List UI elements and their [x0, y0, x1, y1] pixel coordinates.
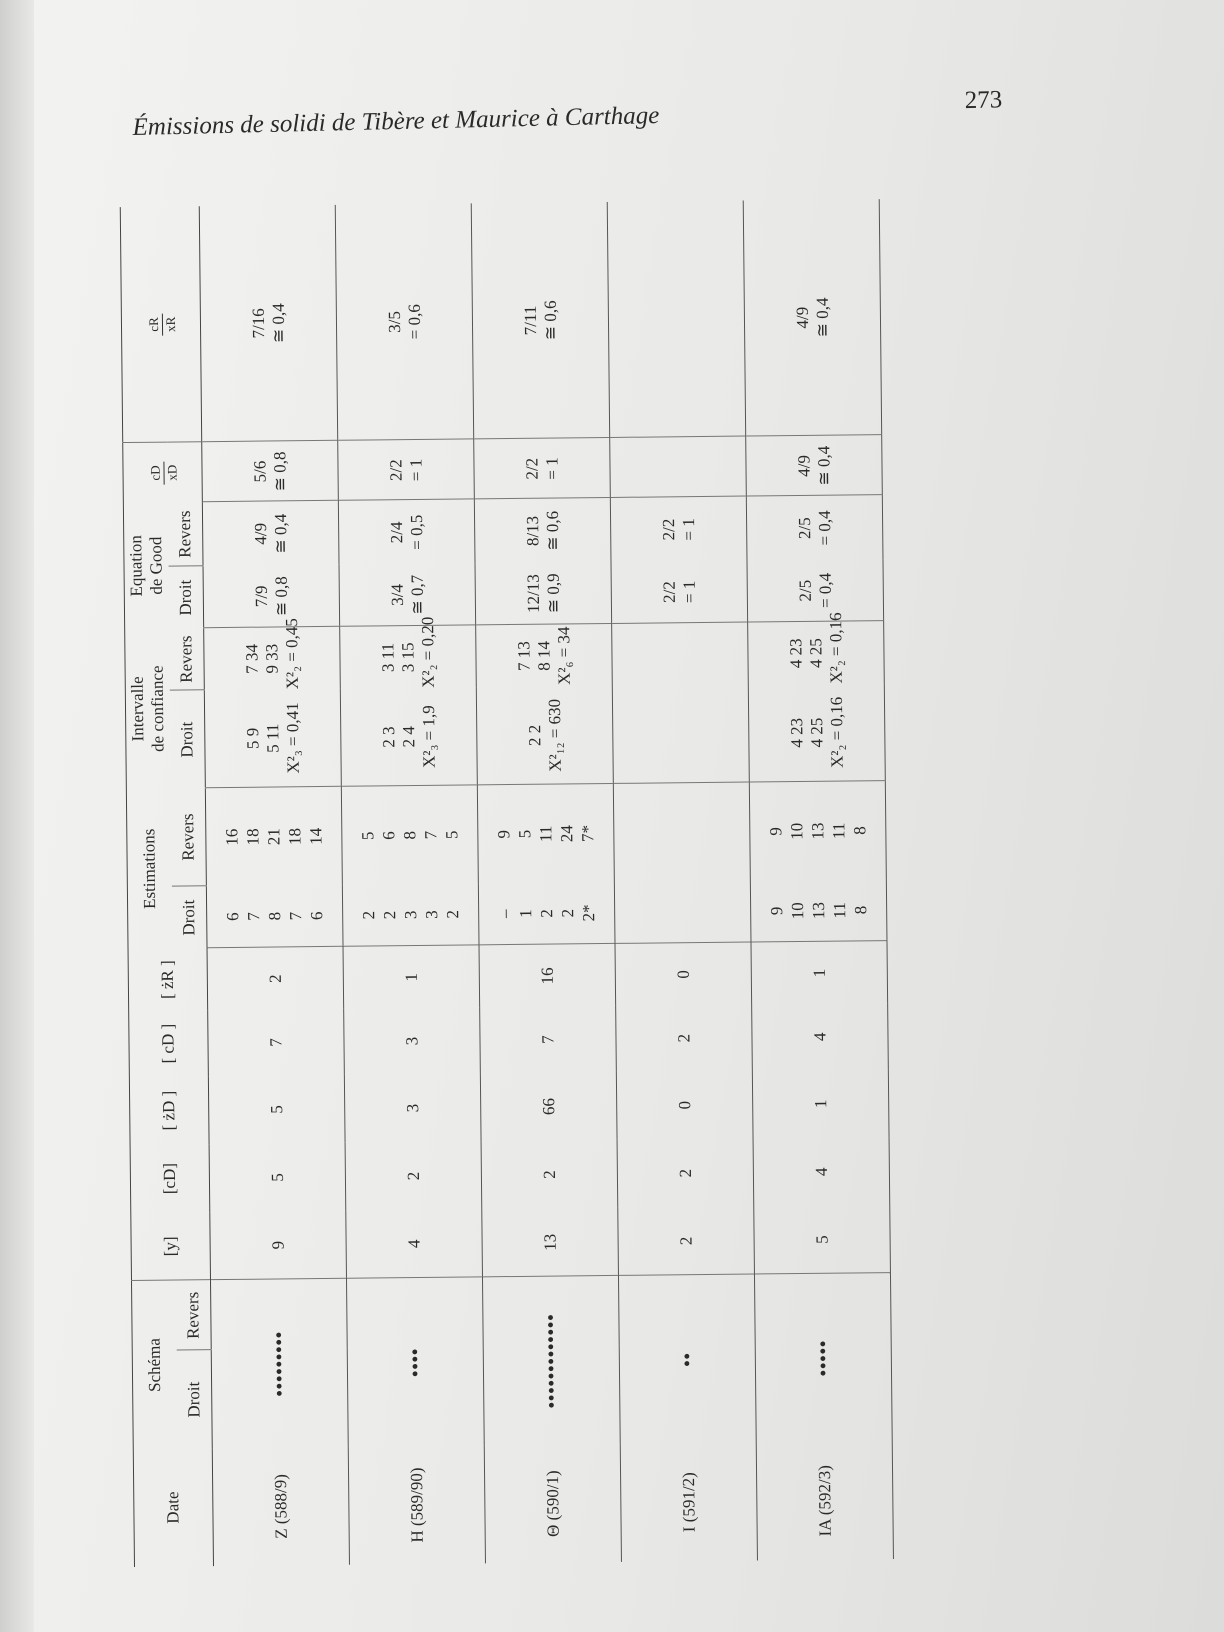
- int-revers-b: [680, 624, 681, 685]
- est-droit-list: [358, 884, 464, 947]
- table-row: [607, 201, 757, 1562]
- est-revers-list: [493, 785, 599, 884]
- col-y: [y]: [131, 1212, 211, 1281]
- row-est-droit: [206, 885, 343, 948]
- schema-droit: Droit: [177, 1350, 213, 1448]
- estimate-value: 2: [359, 910, 379, 920]
- row-zd: 3: [344, 1073, 481, 1142]
- estimate-value: 6: [223, 912, 243, 922]
- cr-xr-a: 7/16: [248, 308, 268, 339]
- row-cd-xd: [746, 435, 883, 496]
- intervalle-line1: Intervalle: [127, 676, 148, 742]
- col-cd: [cD]: [130, 1144, 210, 1213]
- row-cd2: 7: [480, 1006, 617, 1073]
- estimate-value: 13: [809, 901, 829, 920]
- row-y: 4: [346, 1209, 483, 1278]
- col-cd2: [ cD ]: [129, 1010, 209, 1077]
- int-droit-a: 2 3: [378, 726, 398, 748]
- row-int-droit: [340, 687, 477, 786]
- row-zd: 0: [616, 1070, 753, 1139]
- int-revers-chi: X²₂ = 0,16: [825, 612, 846, 684]
- int-droit-chi: X²₂ = 0,16: [826, 696, 847, 769]
- row-y: 5: [754, 1205, 891, 1274]
- int-revers: Revers: [176, 635, 196, 683]
- estimate-value: 8: [851, 905, 871, 915]
- schema-revers: Revers: [183, 1291, 203, 1340]
- estimate-value: 6: [379, 831, 399, 840]
- estimate-value: 10: [788, 902, 808, 920]
- row-y: 13: [482, 1208, 619, 1277]
- schema-dots: •••••: [812, 1339, 834, 1377]
- estimate-value: 24: [557, 825, 577, 843]
- cd-xd-bottom: xD: [164, 464, 180, 481]
- est-revers-list: [357, 786, 463, 885]
- cr-xr-a: 4/9: [792, 306, 812, 329]
- cd-xd-b: = 1: [405, 458, 426, 482]
- row-cd-xd: [610, 437, 747, 498]
- cr-xr-top: cR: [146, 313, 163, 336]
- int-droit-chi: X²₁₂ = 630: [544, 698, 565, 772]
- row-good-droit: [747, 559, 884, 622]
- int-droit-b: 2 4: [398, 726, 418, 748]
- row-int-revers: [748, 612, 885, 684]
- row-zd: 1: [752, 1069, 889, 1138]
- row-good-revers: [338, 499, 475, 564]
- row-cd2: 3: [344, 1007, 481, 1074]
- cr-xr-bottom: xR: [162, 316, 179, 332]
- row-cd: 4: [753, 1137, 890, 1206]
- schema-dots: ••: [676, 1352, 697, 1367]
- cd-xd-b: [678, 438, 679, 497]
- good-revers-b: ≅ 0,6: [542, 510, 562, 551]
- row-int-droit: [476, 686, 613, 785]
- row-date: Θ (590/1): [484, 1444, 621, 1563]
- int-revers-a: [680, 624, 681, 685]
- est-droit-list: [222, 885, 328, 948]
- estimate-value: 7: [244, 912, 264, 921]
- table-row: [743, 199, 893, 1560]
- row-good-revers: [746, 495, 883, 560]
- good-droit-b: ≅ 0,7: [407, 574, 427, 615]
- row-est-droit: [478, 882, 615, 945]
- est-droit-list: [682, 881, 683, 942]
- col-cd-xd: [123, 442, 203, 503]
- est-revers-list: [221, 787, 327, 886]
- row-zr: 1: [343, 945, 480, 1008]
- good-droit-b: = 1: [679, 580, 699, 604]
- cd-xd-a: 2/2: [521, 457, 542, 480]
- cr-xr-b: = 0,6: [404, 304, 424, 340]
- row-schema: [482, 1276, 620, 1445]
- estimate-value: 5: [515, 829, 535, 839]
- good-droit-a: 2/2: [659, 581, 679, 604]
- row-cr-xr: [607, 201, 745, 438]
- estimate-value: 10: [787, 822, 807, 840]
- row-cd: 5: [209, 1143, 346, 1212]
- int-droit-b: 2 2: [524, 724, 544, 747]
- estimate-value: 6: [307, 911, 327, 921]
- good-revers-b: = 0,5: [406, 514, 426, 550]
- row-cr-xr: [471, 202, 609, 439]
- cr-xr-a: [675, 201, 677, 436]
- row-cd-xd: [338, 439, 475, 500]
- table-row: [199, 205, 349, 1566]
- row-int-revers: [612, 623, 749, 686]
- int-droit-chi: X²₃ = 0,41: [282, 702, 303, 774]
- col-schema: Schéma: [144, 1338, 165, 1393]
- int-revers-a: 7 34: [241, 643, 262, 674]
- cd-xd-a: 5/6: [249, 460, 270, 483]
- row-zr: 1: [751, 941, 888, 1004]
- good-revers-b: ≅ 0,4: [270, 513, 290, 554]
- estimate-value: 13: [808, 822, 828, 840]
- good-droit-a: 12/13: [523, 574, 543, 613]
- row-cr-xr: [743, 199, 881, 436]
- int-droit-a: 4 23: [786, 717, 806, 748]
- int-revers-a: 7 13: [513, 641, 534, 672]
- row-est-droit: [342, 883, 479, 946]
- row-est-revers: [477, 784, 614, 883]
- estimate-value: 3: [401, 910, 421, 920]
- estimate-value: 18: [285, 827, 305, 846]
- cr-xr-a: 7/11: [520, 305, 540, 336]
- row-int-droit: [204, 689, 341, 788]
- row-date: H (589/90): [348, 1445, 485, 1564]
- est-revers-list: [765, 782, 871, 881]
- row-int-revers: [340, 616, 477, 688]
- cd-xd-b: = 1: [541, 457, 562, 480]
- estimate-value: 11: [829, 822, 849, 840]
- row-cd2: 7: [208, 1009, 345, 1076]
- page-header: [132, 80, 1013, 160]
- est-revers-list: [681, 784, 682, 881]
- row-schema: [346, 1277, 484, 1446]
- row-cd2: 4: [752, 1003, 889, 1070]
- col-zr: [ żR ]: [128, 948, 208, 1011]
- row-zr: 16: [479, 944, 616, 1007]
- row-schema: [618, 1274, 756, 1443]
- estimate-value: 9: [766, 827, 786, 836]
- estimate-value: 5: [358, 831, 378, 841]
- int-revers-b: 4 25: [805, 638, 826, 669]
- row-zd: 5: [208, 1075, 345, 1144]
- cd-xd-b: ≅ 0,4: [813, 445, 834, 486]
- cd-xd-a: 2/2: [385, 459, 406, 482]
- row-good-droit: [203, 565, 340, 628]
- col-intervalle: [125, 629, 171, 789]
- row-good-revers: [610, 496, 747, 561]
- est-droit-list: [494, 882, 600, 945]
- cd-xd-a: 4/9: [793, 454, 814, 477]
- good-revers-a: 2/5: [794, 517, 814, 540]
- row-est-revers: [205, 787, 342, 886]
- good-revers-b: = 0,4: [814, 510, 834, 546]
- estimate-value: 21: [264, 828, 284, 846]
- row-date: I (591/2): [620, 1442, 757, 1561]
- row-cd: 2: [481, 1140, 618, 1209]
- good-droit: Droit: [169, 566, 204, 628]
- row-est-revers: [749, 781, 886, 880]
- book-spine-shadow: [0, 0, 34, 1632]
- col-date: Date: [133, 1448, 213, 1567]
- row-good-droit: [611, 561, 748, 624]
- row-est-revers: [341, 785, 478, 884]
- cr-xr-b: ≅ 0,4: [268, 303, 288, 344]
- int-droit-b: 5 11: [262, 723, 282, 753]
- row-zr: 2: [207, 947, 344, 1010]
- int-revers-chi: X²₆ = 34: [553, 626, 574, 685]
- estimate-value: –: [495, 909, 515, 919]
- estimate-value: 9: [494, 829, 514, 839]
- row-schema: [754, 1273, 892, 1442]
- estimate-value: 14: [306, 827, 326, 845]
- good-droit-b: ≅ 0,8: [271, 576, 291, 617]
- estimate-value: 2: [558, 908, 578, 918]
- estimate-value: 11: [536, 825, 556, 843]
- row-schema: [211, 1279, 349, 1448]
- estimate-value: 11: [830, 902, 850, 919]
- row-est-revers: [613, 782, 750, 881]
- estimate-value: 2: [537, 909, 557, 918]
- row-good-droit: [339, 563, 476, 626]
- est-droit-list: [766, 879, 872, 942]
- estimate-value: 5: [442, 830, 462, 840]
- int-revers-chi: X²₂ = 0,20: [417, 616, 438, 688]
- good-line2: de Good: [146, 536, 166, 595]
- int-droit-b: 4 25: [806, 717, 826, 748]
- intervalle-line2: de confiance: [147, 665, 168, 752]
- int-revers-b: 3 15: [397, 642, 418, 673]
- int-droit-chi: [680, 685, 681, 782]
- table-body: [199, 199, 893, 1566]
- int-revers-b: 8 14: [533, 640, 554, 671]
- col-estimations: Estimations: [139, 828, 160, 910]
- good-droit-a: 2/5: [795, 579, 815, 602]
- est-revers: Revers: [178, 813, 198, 861]
- estimate-value: 7: [286, 911, 306, 921]
- col-zd: [ żD ]: [129, 1076, 209, 1145]
- good-droit-a: 7/9: [251, 585, 271, 608]
- row-y: 9: [210, 1211, 347, 1280]
- row-int-droit: [748, 683, 885, 782]
- page-number: 273: [964, 86, 1003, 115]
- row-cr-xr: [335, 203, 473, 440]
- estimate-value: 8: [400, 830, 420, 840]
- row-int-revers: [476, 624, 613, 687]
- good-revers: Revers: [174, 510, 195, 558]
- schema-dots: ••••: [404, 1347, 426, 1378]
- good-line1: Equation: [126, 535, 146, 597]
- good-droit-b: ≅ 0,9: [543, 573, 563, 614]
- cr-xr-b: ≅ 0,6: [540, 300, 560, 341]
- col-good: [123, 503, 169, 629]
- row-int-revers: [204, 618, 341, 690]
- row-zr: 0: [615, 942, 752, 1005]
- row-good-revers: [474, 498, 611, 563]
- cr-xr-a: 3/5: [384, 310, 404, 333]
- good-revers-a: 8/13: [522, 515, 542, 547]
- data-table: [120, 199, 924, 1567]
- estimate-value: 16: [222, 828, 242, 846]
- table-row: [471, 202, 621, 1563]
- good-revers-b: = 1: [678, 518, 698, 541]
- good-droit-b: = 0,4: [815, 572, 835, 609]
- good-revers-a: 2/2: [658, 518, 678, 541]
- estimate-value: 2: [443, 910, 463, 919]
- estimate-value: 2*: [579, 904, 599, 922]
- int-droit-a: 5 9: [242, 727, 262, 750]
- row-est-droit: [750, 879, 887, 942]
- cr-xr-b: ≅ 0,4: [812, 297, 832, 338]
- row-cd-xd: [202, 441, 339, 502]
- int-droit-chi: X²₃ = 1,9: [418, 705, 439, 769]
- running-title: Émissions de solidi de Tibère et Maurice à Carthage: [132, 102, 660, 141]
- estimate-value: 7*: [578, 824, 598, 843]
- row-good-droit: [475, 562, 612, 625]
- col-cr-xr: [120, 206, 201, 443]
- good-droit-a: 3/4: [387, 583, 407, 606]
- int-revers-chi: X²₂ = 0,45: [281, 618, 302, 690]
- row-cd: 2: [345, 1141, 482, 1210]
- row-good-revers: [202, 501, 339, 566]
- cr-xr-b: [675, 201, 677, 436]
- row-zd: 66: [480, 1072, 617, 1141]
- est-droit: Droit: [172, 886, 207, 948]
- int-droit: Droit: [170, 690, 206, 788]
- estimate-value: 18: [243, 828, 263, 846]
- row-cd2: 2: [616, 1004, 753, 1071]
- int-droit-b: [680, 685, 681, 782]
- cd-xd-b: ≅ 0,8: [269, 451, 290, 492]
- row-cd: 2: [617, 1138, 754, 1207]
- good-revers-a: 4/9: [250, 522, 270, 545]
- row-cr-xr: [199, 205, 337, 442]
- int-droit-a: [680, 685, 681, 782]
- table-row: [335, 203, 485, 1564]
- estimate-value: 9: [767, 906, 787, 916]
- estimate-value: 8: [850, 826, 870, 835]
- row-date: Z (588/9): [212, 1447, 349, 1566]
- int-revers-b: 9 33: [261, 643, 282, 674]
- row-est-droit: [614, 880, 751, 943]
- row-cd-xd: [474, 438, 611, 499]
- int-revers-a: 4 23: [785, 638, 806, 669]
- cd-xd-a: [678, 438, 679, 497]
- schema-dots: •••••••••: [268, 1330, 290, 1397]
- cd-xd-top: cD: [147, 461, 164, 484]
- estimate-value: 7: [421, 830, 441, 840]
- int-revers-a: 3 11: [377, 642, 398, 673]
- estimate-value: 3: [422, 910, 442, 919]
- row-int-droit: [612, 685, 749, 784]
- good-revers-a: 2/4: [386, 521, 406, 544]
- int-revers-chi: [680, 624, 681, 685]
- row-date: IA (592/3): [756, 1441, 893, 1560]
- row-y: 2: [618, 1206, 755, 1275]
- estimate-value: 1: [516, 909, 536, 918]
- estimate-value: 8: [265, 911, 285, 921]
- schema-dots: •••••••••••••: [540, 1313, 562, 1409]
- estimate-value: 2: [380, 910, 400, 920]
